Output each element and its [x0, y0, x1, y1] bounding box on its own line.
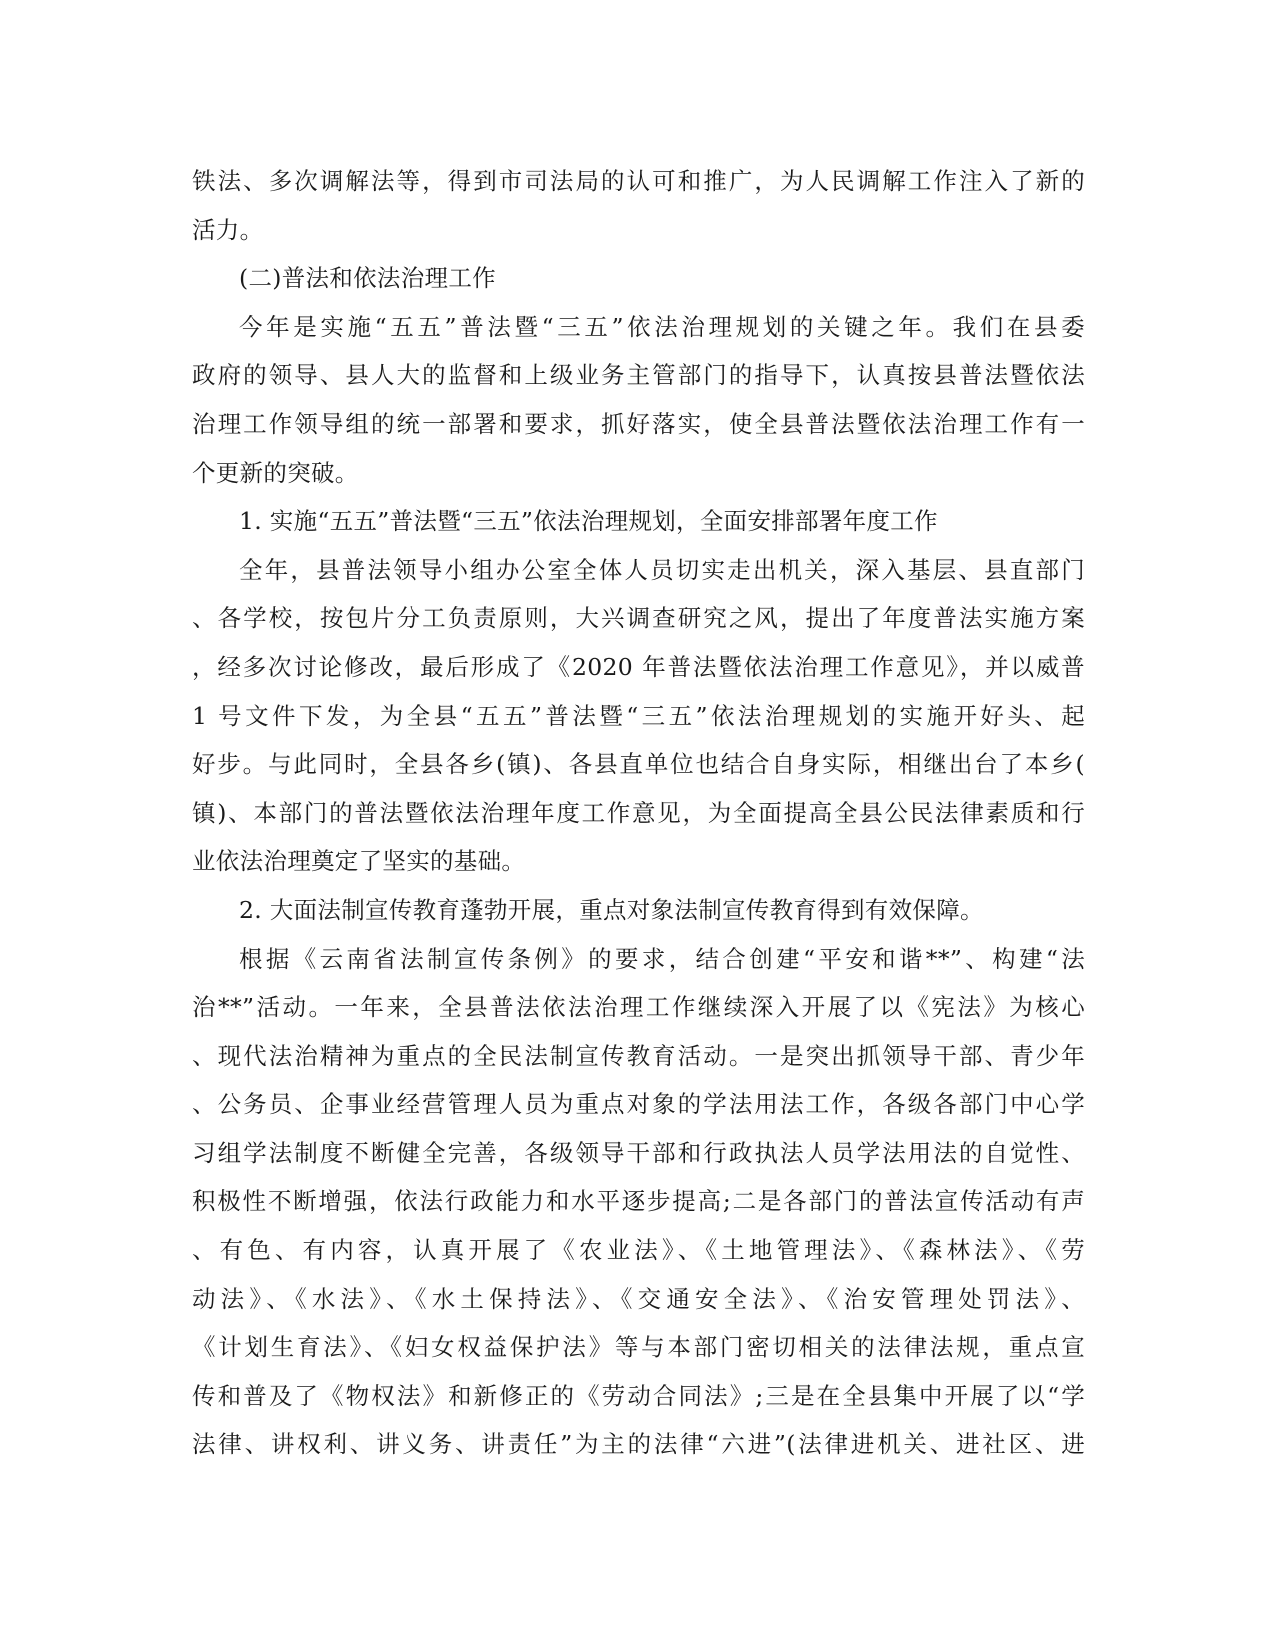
text-line: 好步。与此同时，全县各乡(镇)、各县直单位也结合自身实际，相继出台了本乡( [192, 750, 1085, 779]
text-line: 动法》、《水法》、《水土保持法》、《交通安全法》、《治安管理处罚法》、 [192, 1284, 1085, 1313]
body-text [192, 157, 1085, 1469]
text-line: 、有色、有内容，认真开展了《农业法》、《土地管理法》、《森林法》、《劳 [192, 1236, 1085, 1265]
text-line: 、现代法治精神为重点的全民法制宣传教育活动。一是突出抓领导干部、青少年 [192, 1041, 1085, 1070]
text-line: 全年，县普法领导小组办公室全体人员切实走出机关，深入基层、县直部门 [239, 555, 1085, 584]
subsection-heading: 2. 大面法制宣传教育蓬勃开展，重点对象法制宣传教育得到有效保障。 [239, 895, 984, 924]
text-line: ，经多次讨论修改，最后形成了《2020 年普法暨依法治理工作意见》，并以威普 [192, 652, 1085, 681]
section-heading: (二)普法和依法治理工作 [239, 264, 496, 293]
text-line: 《计划生育法》、《妇女权益保护法》等与本部门密切相关的法律法规，重点宣 [192, 1333, 1085, 1362]
text-line: 传和普及了《物权法》和新修正的《劳动合同法》;三是在全县集中开展了以“学 [192, 1381, 1085, 1410]
text-line: 、公务员、企事业经营管理人员为重点对象的学法用法工作，各级各部门中心学 [192, 1090, 1085, 1119]
text-line: 积极性不断增强，依法行政能力和水平逐步提高;二是各部门的普法宣传活动有声 [192, 1187, 1085, 1216]
text-line: 1 号文件下发，为全县“五五”普法暨“三五”依法治理规划的实施开好头、起 [192, 701, 1085, 730]
text-line: 今年是实施“五五”普法暨“三五”依法治理规划的关键之年。我们在县委 [239, 312, 1085, 341]
text-line: 业依法治理奠定了坚实的基础。 [192, 847, 526, 876]
text-line: 治理工作领导组的统一部署和要求，抓好落实，使全县普法暨依法治理工作有一 [192, 409, 1085, 438]
text-line: 法律、讲权利、讲义务、讲责任”为主的法律“六进”(法律进机关、进社区、进 [192, 1430, 1085, 1459]
text-line: 铁法、多次调解法等，得到市司法局的认可和推广，为人民调解工作注入了新的 [192, 167, 1085, 195]
text-line: 根据《云南省法制宣传条例》的要求，结合创建“平安和谐**”、构建“法 [239, 944, 1085, 973]
text-line: 治**”活动。一年来，全县普法依法治理工作继续深入开展了以《宪法》为核心 [192, 993, 1085, 1022]
text-line: 习组学法制度不断健全完善，各级领导干部和行政执法人员学法用法的自觉性、 [192, 1138, 1085, 1167]
text-line: 政府的领导、县人大的监督和上级业务主管部门的指导下，认真按县普法暨依法 [192, 361, 1085, 390]
text-line: 镇)、本部门的普法暨依法治理年度工作意见，为全面提高全县公民法律素质和行 [192, 798, 1085, 827]
subsection-heading: 1. 实施“五五”普法暨“三五”依法治理规划，全面安排部署年度工作 [239, 507, 938, 536]
text-line: 个更新的突破。 [192, 458, 359, 487]
text-line: 、各学校，按包片分工负责原则，大兴调查研究之风，提出了年度普法实施方案 [192, 604, 1085, 633]
text-line: 活力。 [192, 215, 264, 244]
